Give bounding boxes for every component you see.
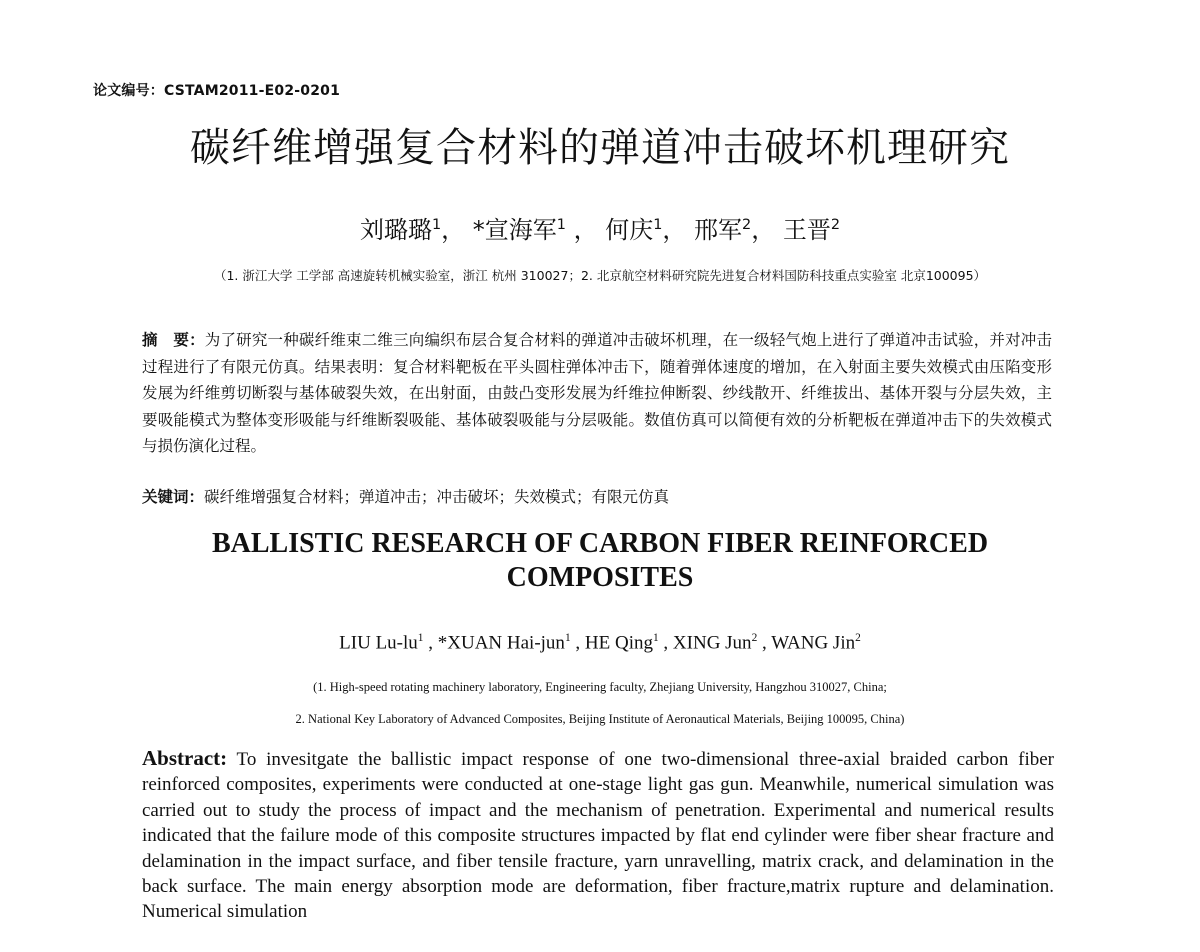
chinese-keywords-label: 关键词： bbox=[142, 488, 205, 506]
author-name: *XUAN Hai-jun bbox=[437, 632, 565, 654]
chinese-keywords bbox=[142, 484, 669, 510]
author-separator: , bbox=[757, 632, 772, 654]
author-separator: ， bbox=[441, 216, 466, 244]
author-affil-mark: 1 bbox=[556, 217, 566, 233]
author-name: LIU Lu-lu bbox=[339, 632, 418, 654]
author-affil-mark: 1 bbox=[417, 632, 424, 644]
author-name: 刘璐璐 bbox=[360, 216, 432, 244]
english-affiliation-line-2: 2. National Key Laboratory of Advanced Composites, Beijing Institute of Aeronautical Materials, Beijing 100095, China) bbox=[295, 712, 905, 726]
author-affil-mark: 1 bbox=[432, 217, 442, 233]
author-separator: ， bbox=[565, 216, 598, 244]
english-title bbox=[0, 527, 1200, 595]
author-affil-mark: 2 bbox=[855, 632, 861, 644]
english-title-line-1: BALLISTIC RESEARCH OF CARBON FIBER REINFORCED bbox=[211, 528, 989, 559]
author-affil-mark: 1 bbox=[653, 217, 663, 233]
author-affil-mark: 2 bbox=[742, 217, 752, 233]
author-separator: , bbox=[570, 632, 585, 654]
author-name: XING Jun bbox=[672, 632, 752, 654]
paper-id: 论文编号：CSTAM2011-E02-0201 bbox=[93, 83, 341, 99]
english-authors bbox=[0, 632, 1200, 654]
chinese-abstract-label: 摘 要： bbox=[142, 331, 205, 349]
author-name: *宣海军 bbox=[472, 216, 557, 244]
english-abstract bbox=[142, 746, 1054, 925]
author-name: HE Qing bbox=[584, 632, 653, 654]
author-separator: ， bbox=[751, 216, 776, 244]
english-title-line-2: COMPOSITES bbox=[506, 562, 694, 593]
author-separator: , bbox=[658, 632, 673, 654]
english-abstract-label: Abstract: bbox=[142, 746, 228, 770]
author-affil-mark: 1 bbox=[564, 632, 571, 644]
chinese-affiliation: （1. 浙江大学 工学部 高速旋转机械实验室，浙江 杭州 310027；2. 北京航空材料研究院先进复合材料国防科技重点实验室 北京100095） bbox=[213, 268, 987, 283]
author-name: 邢军 bbox=[694, 216, 743, 244]
chinese-abstract-text: 为了研究一种碳纤维束二维三向编织布层合复合材料的弹道冲击破坏机理，在一级轻气炮上进行了弹道冲击试验，并对冲击过程进行了有限元仿真。结果表明：复合材料靶板在平头圆柱弹体冲击下，随着弹体速度的增加，在入射面主要失效模式由压陷变形发展为纤维剪切断裂与基体破裂失效，在出射面，由鼓凸变形发展为纤维拉伸断裂、纱线散开、纤维拔出、基体开裂与分层失效，主要吸能模式为整体变形吸能与纤维断裂吸能、基体破裂吸能与分层吸能。数值仿真可以简便有效的分析靶板在弹道冲击下的失效模式与损伤演化过程。 bbox=[142, 331, 1052, 455]
author-name: WANG Jin bbox=[771, 632, 856, 654]
chinese-authors bbox=[0, 210, 1200, 245]
author-affil-mark: 2 bbox=[830, 217, 840, 233]
author-separator: , bbox=[423, 632, 438, 654]
author-name: 王晋 bbox=[782, 216, 831, 244]
author-affil-mark: 2 bbox=[751, 632, 758, 644]
english-abstract-text: To invesitgate the ballistic impact response of one two-dimensional three-axial braided carbon fiber reinforced composites, experiments were conducted at one-stage light gas gun. Meanwhile, numerical simulation was carried out to study the process of impact and the mechanism of penetration. Experimental and numerical results indicated that the failure mode of this composite structures impacted by flat end cylinder were fiber shear fracture and delamination in the impact surface, and fiber tensile fracture, yarn unravelling, matrix crack, and delamination in the back surface. The main energy absorption mode are deformation, fiber fracture,matrix rupture and delamination. Numerical simulation bbox=[142, 749, 1054, 923]
author-name: 何庆 bbox=[605, 216, 654, 244]
english-affiliation-line-1: (1. High-speed rotating machinery laboratory, Engineering faculty, Zhejiang University, Hangzhou 310027, China; bbox=[313, 680, 887, 694]
chinese-title: 碳纤维增强复合材料的弹道冲击破坏机理研究 bbox=[190, 125, 1010, 171]
author-separator: ， bbox=[662, 216, 687, 244]
chinese-keywords-text: 碳纤维增强复合材料；弹道冲击；冲击破坏；失效模式；有限元仿真 bbox=[204, 488, 670, 506]
author-affil-mark: 1 bbox=[652, 632, 659, 644]
chinese-abstract bbox=[142, 327, 1052, 460]
